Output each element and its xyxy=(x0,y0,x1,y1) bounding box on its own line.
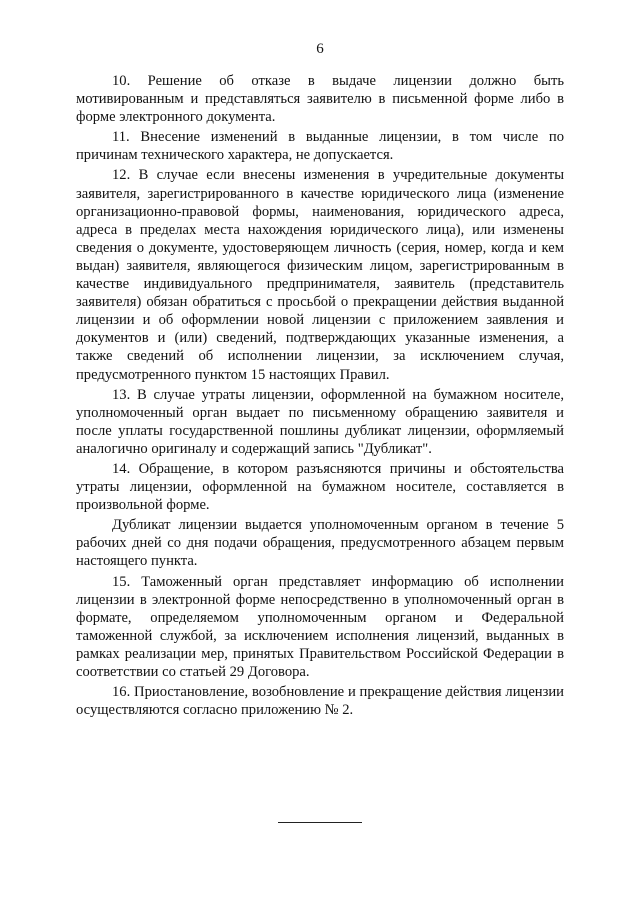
paragraph-10: 10. Решение об отказе в выдаче лицензии должно быть мотивированным и представляться заявителю в письменной форме либо в форме электронного документа. xyxy=(76,73,564,126)
end-of-text-rule xyxy=(278,822,362,823)
paragraph-14: 14. Обращение, в котором разъясняются причины и обстоятельства утраты лицензии, оформленной на бумажном носителе, составляется в произвольной форме. xyxy=(76,460,564,514)
document-body xyxy=(76,72,564,719)
paragraph-11: 11. Внесение изменений в выданные лицензии, в том числе по причинам технического характера, не допускается. xyxy=(76,129,564,164)
paragraph-16: 16. Приостановление, возобновление и прекращение действия лицензии осуществляются согласно приложению № 2. xyxy=(76,684,564,719)
paragraph-12: 12. В случае если внесены изменения в учредительные документы заявителя, зарегистрированного в качестве юридического лица (изменение организационно-правовой формы, наименования, юридического адреса, адреса в пределах места нахождения юридического лица), или изменены сведения о документе, удостоверяющем личность (серия, номер, когда и кем выдан) заявителя, являющегося физическим лицом, зарегистрированным в качестве индивидуального предпринимателя, заявитель (представитель заявителя) обязан обратиться с просьбой о прекращении действия выданной лицензии и об оформлении новой лицензии с приложением заявления и документов и (или) сведений, подтверждающих указанные изменения, а также сведений об исполнении лицензии, за исключением случая, предусмотренного пунктом 15 настоящих Правил. xyxy=(76,167,564,383)
page-number: 6 xyxy=(316,41,324,57)
paragraph-13: 13. В случае утраты лицензии, оформленной на бумажном носителе, уполномоченный орган выдает по письменному обращению заявителя и после уплаты государственной пошлины дубликат лицензии, оформляемый аналогично оригиналу и содержащий запись "Дубликат". xyxy=(76,386,564,457)
paragraph-15: 15. Таможенный орган представляет информацию об исполнении лицензии в электронной форме непосредственно в уполномоченный орган в формате, определяемом уполномоченным органом и Федеральной таможенной службой, за исключением исполнения лицензий, выданных в рамках реализации мер, принятых Правительством Российской Федерации в соответствии со статьей 29 Договора. xyxy=(76,573,564,680)
paragraph-14-duplicate: Дубликат лицензии выдается уполномоченным органом в течение 5 рабочих дней со дня подачи обращения, предусмотренного абзацем первым настоящего пункта. xyxy=(76,517,564,570)
